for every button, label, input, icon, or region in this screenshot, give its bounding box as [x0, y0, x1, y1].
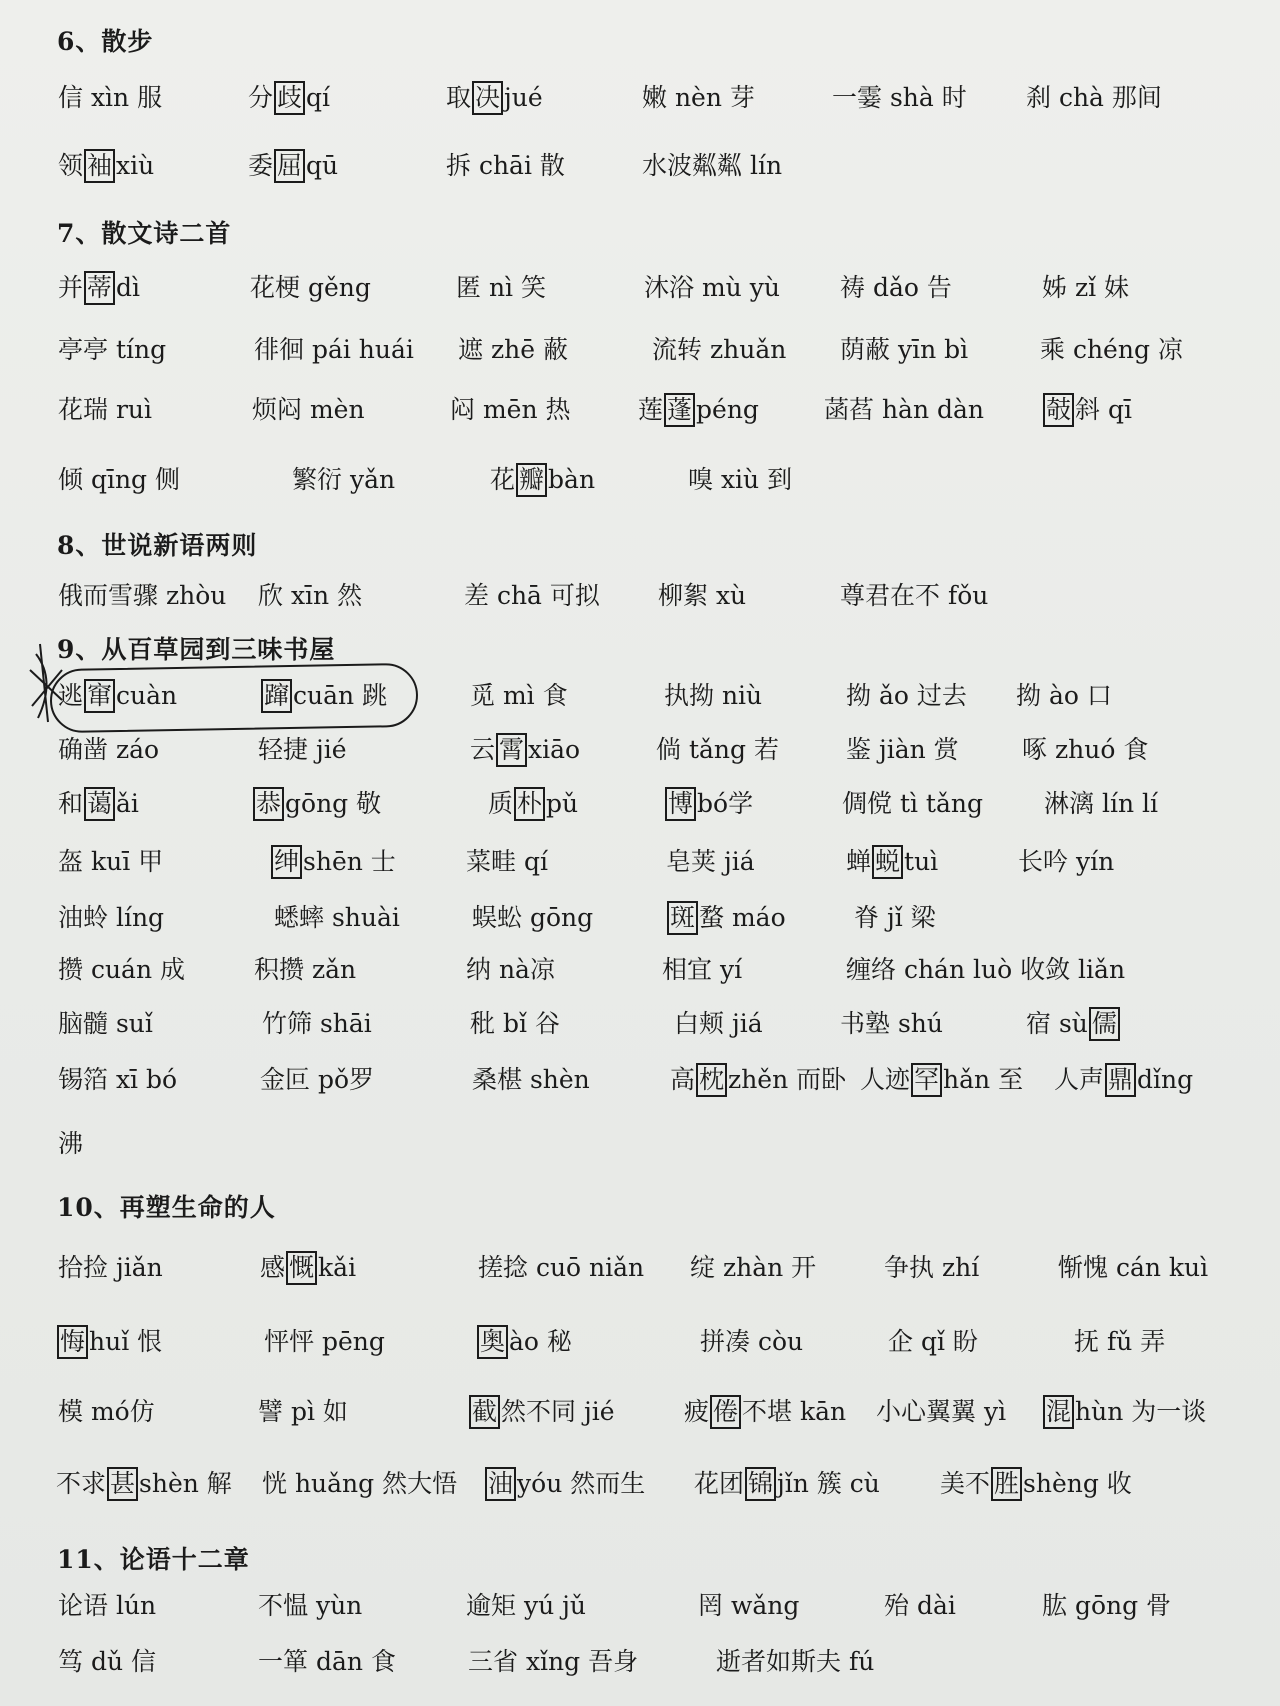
vocab-entry: 蝉 蜕 tuì [846, 842, 938, 882]
vocab-entry: 不求 甚 shèn 解 [56, 1464, 232, 1504]
boxed-character: 朴 [514, 787, 545, 821]
vocab-entry: 云 霄 xiāo [470, 730, 580, 770]
vocab-entry: 质 朴 pǔ [488, 784, 578, 824]
vocab-entry: 匿 nì 笑 [456, 273, 546, 302]
boxed-character: 锦 [745, 1467, 776, 1501]
vocab-entry: 宿 sù 儒 [1026, 1004, 1121, 1044]
vocab-entry: 脑髓 suǐ [58, 1009, 153, 1038]
vocab-row [0, 1004, 1280, 1048]
vocab-entry: 悔 huǐ 恨 [56, 1322, 162, 1362]
vocab-entry: 盔 kuī 甲 [58, 847, 164, 876]
vocab-entry: 混 hùn 为一谈 [1042, 1392, 1206, 1432]
vocab-entry: 蹿 cuān 跳 [260, 676, 387, 716]
vocab-entry: 和 蔼 ǎi [58, 784, 139, 824]
vocab-entry: 奥 ào 秘 [476, 1322, 572, 1362]
vocab-entry: 相宜 yí [662, 955, 743, 984]
vocab-entry: 论语 lún [58, 1591, 157, 1620]
vocab-entry: 截 然不同 jié [468, 1392, 615, 1432]
boxed-character: 绅 [271, 845, 302, 879]
section-heading: 7、散文诗二首 [57, 219, 232, 248]
boxed-character: 倦 [710, 1395, 741, 1429]
vocab-entry: 轻捷 jié [258, 735, 347, 764]
vocab-entry: 人迹 罕 hǎn 至 [860, 1060, 1023, 1100]
vocab-entry: 倜傥 tì tǎng [842, 789, 983, 818]
boxed-character: 屈 [274, 149, 305, 183]
vocab-row [0, 1060, 1280, 1104]
vocab-entry: 模 mó仿 [58, 1397, 155, 1426]
vocab-entry: 确凿 záo [58, 735, 160, 764]
vocab-entry: 欣 xīn 然 [258, 581, 363, 610]
vocab-entry: 繁衍 yǎn [292, 465, 396, 494]
boxed-character: 攲 [1043, 393, 1074, 427]
boxed-character: 袖 [84, 149, 115, 183]
vocab-entry: 亭亭 tíng [58, 335, 167, 364]
boxed-character: 恭 [253, 787, 284, 821]
vocab-entry: 缠络 chán luò 收敛 liǎn [846, 955, 1126, 984]
boxed-character: 博 [665, 787, 696, 821]
vocab-entry: 沸 [58, 1129, 84, 1158]
vocab-entry: 花团 锦 jǐn 簇 cù [694, 1464, 880, 1504]
boxed-character: 窜 [84, 679, 115, 713]
vocab-entry: 高 枕 zhěn 而卧 [670, 1060, 846, 1100]
vocab-row [0, 78, 1280, 122]
vocab-row [0, 784, 1280, 828]
vocab-entry: 油蛉 líng [58, 903, 165, 932]
vocab-entry: 秕 bǐ 谷 [470, 1009, 560, 1038]
vocab-entry: 感 慨 kǎi [260, 1248, 356, 1288]
vocab-entry: 信 xìn 服 [58, 83, 163, 112]
vocab-entry: 怦怦 pēng [264, 1327, 385, 1356]
section-heading: 11、论语十二章 [57, 1545, 250, 1574]
vocab-entry: 拆 chāi 散 [446, 151, 565, 180]
vocab-entry: 沐浴 mù yù [644, 273, 780, 302]
boxed-character: 胜 [991, 1467, 1022, 1501]
vocab-entry: 倘 tǎng 若 [656, 735, 779, 764]
vocab-entry: 惭愧 cán kuì [1058, 1253, 1209, 1282]
boxed-character: 决 [472, 81, 503, 115]
vocab-row [0, 1642, 1280, 1686]
vocab-entry: 嗅 xiù 到 [688, 465, 793, 494]
vocab-entry: 长吟 yín [1018, 847, 1115, 876]
vocab-entry: 花梗 gěng [250, 273, 371, 302]
vocab-entry: 拗 ào 口 [1016, 681, 1112, 710]
boxed-character: 蔼 [84, 787, 115, 821]
vocab-entry: 美不 胜 shèng 收 [940, 1464, 1132, 1504]
vocab-entry: 殆 dài [884, 1591, 956, 1620]
vocab-entry: 锡箔 xī bó [58, 1065, 178, 1094]
vocab-entry: 委 屈 qū [248, 146, 338, 186]
vocab-entry: 疲 倦 不堪 kān [684, 1392, 846, 1432]
boxed-character: 歧 [274, 81, 305, 115]
vocab-entry: 绽 zhàn 开 [690, 1253, 817, 1282]
boxed-character: 儒 [1089, 1007, 1120, 1041]
boxed-character: 奥 [477, 1325, 508, 1359]
vocab-entry: 肱 gōng 骨 [1042, 1591, 1172, 1620]
vocab-row [0, 1248, 1280, 1292]
vocab-entry: 嫩 nèn 芽 [642, 83, 755, 112]
vocab-entry: 姊 zǐ 妹 [1042, 273, 1130, 302]
vocab-row [0, 1392, 1280, 1436]
boxed-character: 混 [1043, 1395, 1074, 1429]
boxed-character: 慨 [286, 1251, 317, 1285]
vocab-entry: 逃 窜 cuàn [58, 676, 177, 716]
vocab-entry: 小心翼翼 yì [876, 1397, 1007, 1426]
boxed-character: 油 [485, 1467, 516, 1501]
vocab-entry: 蟋蟀 shuài [274, 903, 400, 932]
vocab-row [0, 1124, 1280, 1168]
boxed-character: 甚 [107, 1467, 138, 1501]
vocab-entry: 书塾 shú [840, 1009, 943, 1038]
vocab-entry: 俄而雪骤 zhòu [58, 581, 227, 610]
vocab-entry: 笃 dǔ 信 [58, 1647, 156, 1676]
boxed-character: 蓬 [664, 393, 695, 427]
vocab-entry: 淋漓 lín lí [1044, 789, 1158, 818]
vocab-row [0, 460, 1280, 504]
vocab-entry: 恍 huǎng 然大悟 [262, 1469, 458, 1498]
vocab-entry: 闷 mēn 热 [450, 395, 571, 424]
vocab-entry: 逝者如斯夫 fú [716, 1647, 875, 1676]
vocab-entry: 攲 斜 qī [1042, 390, 1132, 430]
vocab-row [0, 1586, 1280, 1630]
vocab-entry: 油 yóu 然而生 [484, 1464, 645, 1504]
vocab-entry: 搓捻 cuō niǎn [478, 1253, 645, 1282]
vocab-entry: 烦闷 mèn [252, 395, 365, 424]
vocab-row [0, 576, 1280, 620]
vocab-entry: 水波粼粼 lín [642, 151, 783, 180]
vocab-entry: 白颊 jiá [674, 1009, 763, 1038]
vocab-entry: 斑 蝥 máo [666, 898, 786, 938]
vocab-entry: 徘徊 pái huái [254, 335, 414, 364]
vocab-entry: 争执 zhí [884, 1253, 980, 1282]
boxed-character: 罕 [911, 1063, 942, 1097]
vocab-entry: 遮 zhē 蔽 [458, 335, 568, 364]
vocab-entry: 领 袖 xiù [58, 146, 154, 186]
vocab-row [0, 330, 1280, 374]
vocab-row [0, 1322, 1280, 1366]
vocab-entry: 人声 鼎 dǐng [1054, 1060, 1193, 1100]
vocab-row [0, 676, 1280, 720]
vocab-row [0, 950, 1280, 994]
vocab-entry: 绅 shēn 士 [270, 842, 396, 882]
vocab-entry: 花 瓣 bàn [490, 460, 595, 500]
vocab-entry: 蜈蚣 gōng [472, 903, 594, 932]
vocab-row [0, 1464, 1280, 1508]
vocab-entry: 拗 ǎo 过去 [846, 681, 967, 710]
vocab-entry: 皂荚 jiá [666, 847, 755, 876]
vocab-entry: 荫蔽 yīn bì [840, 335, 969, 364]
vocab-row [0, 146, 1280, 190]
vocab-entry: 博 bó学 [664, 784, 753, 824]
vocab-entry: 不愠 yùn [258, 1591, 363, 1620]
vocab-entry: 恭 gōng 敬 [252, 784, 381, 824]
vocab-entry: 乘 chéng 凉 [1040, 335, 1183, 364]
boxed-character: 霄 [496, 733, 527, 767]
vocab-entry: 莲 蓬 péng [638, 390, 759, 430]
vocab-row [0, 730, 1280, 774]
vocab-entry: 一霎 shà 时 [832, 83, 967, 112]
boxed-character: 斑 [667, 901, 698, 935]
vocab-entry: 桑椹 shèn [472, 1065, 590, 1094]
vocab-entry: 分 歧 qí [248, 78, 330, 118]
vocab-entry: 抚 fǔ 弄 [1074, 1327, 1166, 1356]
section-heading: 10、再塑生命的人 [57, 1193, 276, 1222]
vocab-entry: 菡萏 hàn dàn [824, 395, 985, 424]
boxed-character: 悔 [57, 1325, 88, 1359]
vocab-entry: 攒 cuán 成 [58, 955, 186, 984]
section-heading: 6、散步 [57, 27, 154, 56]
vocab-row [0, 268, 1280, 312]
vocab-entry: 啄 zhuó 食 [1022, 735, 1149, 764]
vocab-entry: 流转 zhuǎn [652, 335, 787, 364]
vocab-entry: 鉴 jiàn 赏 [846, 735, 959, 764]
vocab-entry: 企 qǐ 盼 [888, 1327, 978, 1356]
vocab-entry: 拼凑 còu [700, 1327, 804, 1356]
vocab-entry: 花瑞 ruì [58, 395, 152, 424]
vocab-entry: 尊君在不 fǒu [840, 581, 989, 610]
vocab-entry: 祷 dǎo 告 [840, 273, 952, 302]
boxed-character: 截 [469, 1395, 500, 1429]
vocab-entry: 竹筛 shāi [262, 1009, 372, 1038]
vocab-entry: 三省 xǐng 吾身 [468, 1647, 639, 1676]
boxed-character: 鼎 [1105, 1063, 1136, 1097]
vocab-entry: 取 决 jué [446, 78, 543, 118]
vocab-entry: 罔 wǎng [698, 1591, 800, 1620]
vocab-row [0, 390, 1280, 434]
boxed-character: 蹿 [261, 679, 292, 713]
vocab-entry: 菜畦 qí [466, 847, 548, 876]
boxed-character: 蒂 [84, 271, 115, 305]
vocab-entry: 逾矩 yú jǔ [466, 1591, 586, 1620]
vocab-entry: 脊 jǐ 梁 [854, 903, 936, 932]
vocab-row [0, 842, 1280, 886]
vocab-row [0, 898, 1280, 942]
vocab-entry: 执拗 niù [664, 681, 763, 710]
vocab-entry: 金叵 pǒ罗 [260, 1065, 375, 1094]
vocab-entry: 觅 mì 食 [470, 681, 568, 710]
vocab-entry: 拾捡 jiǎn [58, 1253, 163, 1282]
vocab-entry: 譬 pì 如 [258, 1397, 348, 1426]
vocab-entry: 柳絮 xù [658, 581, 747, 610]
vocab-entry: 积攒 zǎn [254, 955, 357, 984]
vocab-entry: 并 蒂 dì [58, 268, 140, 308]
boxed-character: 枕 [696, 1063, 727, 1097]
vocab-entry: 倾 qīng 侧 [58, 465, 180, 494]
section-heading: 9、从百草园到三味书屋 [57, 635, 336, 664]
vocab-entry: 差 chā 可拟 [464, 581, 600, 610]
section-heading: 8、世说新语两则 [57, 531, 258, 560]
vocab-entry: 刹 chà 那间 [1026, 83, 1162, 112]
boxed-character: 瓣 [516, 463, 547, 497]
vocab-entry: 纳 nà凉 [466, 955, 555, 984]
boxed-character: 蜕 [872, 845, 903, 879]
vocab-entry: 一箪 dān 食 [258, 1647, 396, 1676]
